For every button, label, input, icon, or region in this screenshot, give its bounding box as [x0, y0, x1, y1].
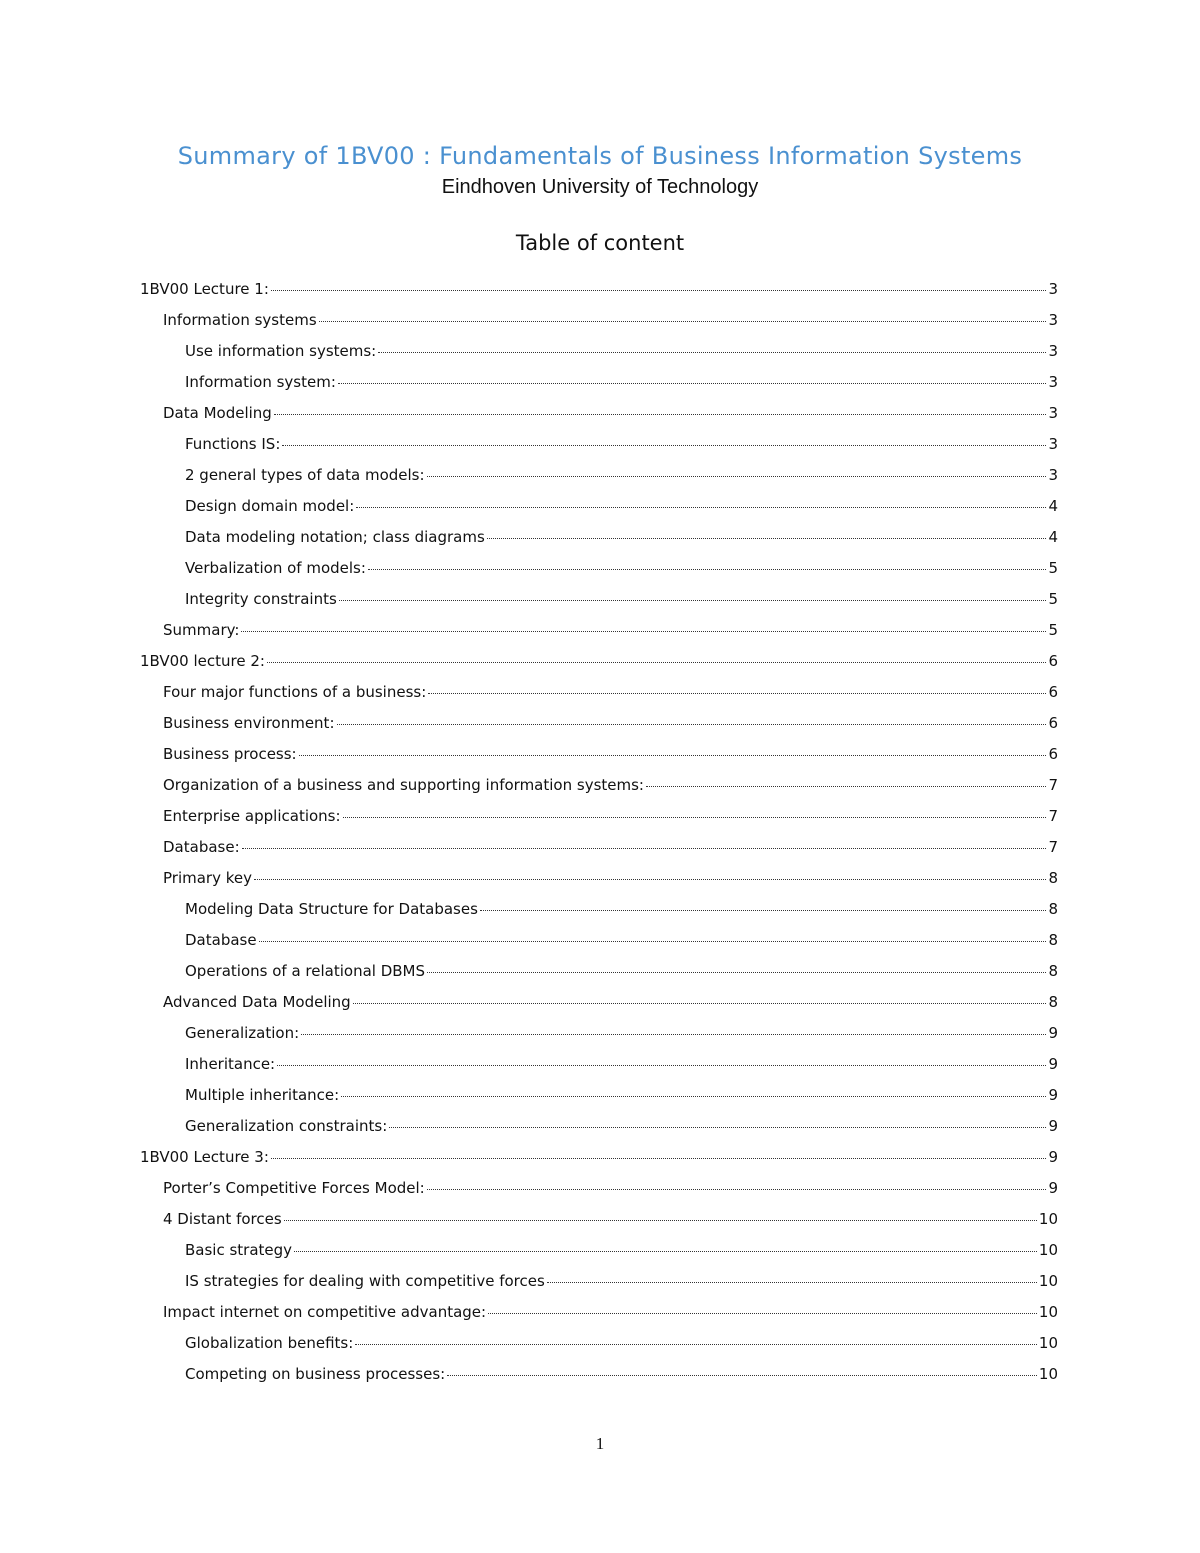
toc-entry-title: Competing on business processes:: [185, 1365, 446, 1383]
toc-entry[interactable]: [140, 776, 1058, 807]
toc-entry[interactable]: [140, 807, 1058, 838]
toc-entry[interactable]: [140, 1210, 1058, 1241]
toc-entry[interactable]: [140, 1024, 1058, 1055]
toc-dot-leader: [368, 568, 1047, 570]
toc-entry-page: 9: [1048, 1024, 1058, 1042]
toc-entry-title: Globalization benefits:: [185, 1334, 354, 1352]
toc-entry[interactable]: [140, 373, 1058, 404]
toc-entry[interactable]: [140, 466, 1058, 497]
toc-entry-title: Organization of a business and supporting information systems:: [163, 776, 644, 794]
toc-entry-title: Generalization constraints:: [185, 1117, 388, 1135]
toc-entry-title: Operations of a relational DBMS: [185, 962, 426, 980]
toc-entry-title: Verbalization of models:: [185, 559, 366, 577]
toc-entry[interactable]: [140, 1272, 1058, 1303]
toc-entry[interactable]: [140, 683, 1058, 714]
toc-entry[interactable]: [140, 311, 1058, 342]
toc-entry[interactable]: [140, 404, 1058, 435]
toc-entry-title: Advanced Data Modeling: [163, 993, 351, 1011]
table-of-contents: [140, 280, 1058, 1396]
toc-entry-page: 9: [1048, 1086, 1058, 1104]
toc-entry-title: Use information systems:: [185, 342, 377, 360]
toc-entry[interactable]: [140, 1117, 1058, 1148]
toc-entry[interactable]: [140, 435, 1058, 466]
toc-dot-leader: [294, 1250, 1037, 1252]
toc-entry-page: 8: [1048, 900, 1058, 918]
document-subtitle: Eindhoven University of Technology: [441, 176, 759, 198]
toc-entry-page: 8: [1048, 931, 1058, 949]
toc-entry[interactable]: [140, 652, 1058, 683]
toc-dot-leader: [547, 1281, 1037, 1283]
toc-entry-page: 7: [1048, 807, 1058, 825]
toc-entry[interactable]: [140, 1241, 1058, 1272]
toc-dot-leader: [428, 692, 1046, 694]
toc-entry-title: Multiple inheritance:: [185, 1086, 340, 1104]
toc-entry-title: 1BV00 Lecture 3:: [140, 1148, 269, 1166]
toc-entry[interactable]: [140, 962, 1058, 993]
toc-dot-leader: [338, 382, 1047, 384]
toc-entry-title: Database: [185, 931, 257, 949]
toc-dot-leader: [277, 1064, 1046, 1066]
toc-entry-title: Summary:: [163, 621, 240, 639]
toc-entry-title: Basic strategy: [185, 1241, 293, 1259]
toc-entry[interactable]: [140, 745, 1058, 776]
toc-entry-page: 3: [1048, 466, 1058, 484]
toc-entry[interactable]: [140, 1334, 1058, 1365]
toc-entry-page: 5: [1048, 621, 1058, 639]
toc-entry-page: 8: [1048, 869, 1058, 887]
toc-entry[interactable]: [140, 590, 1058, 621]
toc-entry[interactable]: [140, 931, 1058, 962]
document-title: Summary of 1BV00 : Fundamentals of Business Information Systems: [177, 142, 1023, 170]
toc-entry-title: Information systems: [163, 311, 317, 329]
toc-entry-page: 4: [1048, 528, 1058, 546]
toc-entry-page: 4: [1048, 497, 1058, 515]
toc-entry[interactable]: [140, 280, 1058, 311]
toc-dot-leader: [487, 537, 1047, 539]
toc-entry-title: Enterprise applications:: [163, 807, 341, 825]
toc-entry-title: 1BV00 Lecture 1:: [140, 280, 269, 298]
toc-entry-page: 3: [1048, 404, 1058, 422]
toc-entry[interactable]: [140, 559, 1058, 590]
toc-entry-title: 4 Distant forces: [163, 1210, 282, 1228]
toc-entry-title: Four major functions of a business:: [163, 683, 427, 701]
toc-dot-leader: [343, 816, 1047, 818]
toc-dot-leader: [427, 475, 1047, 477]
toc-entry[interactable]: [140, 497, 1058, 528]
toc-entry-page: 7: [1048, 776, 1058, 794]
toc-entry-page: 8: [1048, 993, 1058, 1011]
toc-entry[interactable]: [140, 1303, 1058, 1334]
toc-entry[interactable]: [140, 900, 1058, 931]
toc-entry[interactable]: [140, 342, 1058, 373]
toc-dot-leader: [355, 1343, 1037, 1345]
toc-dot-leader: [299, 754, 1047, 756]
toc-entry-title: Design domain model:: [185, 497, 355, 515]
toc-entry-page: 6: [1048, 714, 1058, 732]
toc-dot-leader: [284, 1219, 1037, 1221]
toc-dot-leader: [389, 1126, 1046, 1128]
toc-entry[interactable]: [140, 1365, 1058, 1396]
toc-entry-page: 3: [1048, 280, 1058, 298]
toc-dot-leader: [337, 723, 1047, 725]
toc-dot-leader: [427, 971, 1046, 973]
toc-entry[interactable]: [140, 714, 1058, 745]
toc-entry-page: 3: [1048, 373, 1058, 391]
toc-dot-leader: [259, 940, 1047, 942]
toc-dot-leader: [254, 878, 1046, 880]
toc-entry[interactable]: [140, 838, 1058, 869]
toc-entry[interactable]: [140, 869, 1058, 900]
toc-dot-leader: [301, 1033, 1046, 1035]
toc-entry-title: Data Modeling: [163, 404, 272, 422]
toc-dot-leader: [341, 1095, 1046, 1097]
toc-entry-page: 8: [1048, 962, 1058, 980]
toc-entry-page: 9: [1048, 1179, 1058, 1197]
toc-entry[interactable]: [140, 1148, 1058, 1179]
toc-entry[interactable]: [140, 993, 1058, 1024]
toc-entry-title: Generalization:: [185, 1024, 300, 1042]
toc-entry-page: 10: [1038, 1365, 1058, 1383]
toc-dot-leader: [427, 1188, 1047, 1190]
toc-entry[interactable]: [140, 1179, 1058, 1210]
toc-entry-page: 7: [1048, 838, 1058, 856]
toc-dot-leader: [353, 1002, 1047, 1004]
toc-dot-leader: [267, 661, 1047, 663]
toc-dot-leader: [378, 351, 1046, 353]
toc-entry-page: 9: [1048, 1055, 1058, 1073]
toc-dot-leader: [480, 909, 1047, 911]
toc-entry-page: 10: [1038, 1272, 1058, 1290]
toc-entry-title: 2 general types of data models:: [185, 466, 425, 484]
toc-dot-leader: [339, 599, 1047, 601]
toc-entry-title: Modeling Data Structure for Databases: [185, 900, 478, 918]
toc-entry[interactable]: [140, 1086, 1058, 1117]
toc-entry-page: 3: [1048, 311, 1058, 329]
toc-entry-title: Database:: [163, 838, 240, 856]
toc-dot-leader: [319, 320, 1047, 322]
toc-dot-leader: [356, 506, 1046, 508]
toc-heading: Table of content: [515, 231, 685, 255]
toc-entry-title: IS strategies for dealing with competitive forces: [185, 1272, 545, 1290]
toc-entry-title: Inheritance:: [185, 1055, 276, 1073]
toc-entry-page: 10: [1038, 1241, 1058, 1259]
toc-entry-title: 1BV00 lecture 2:: [140, 652, 265, 670]
toc-entry-page: 9: [1048, 1148, 1058, 1166]
toc-entry-page: 10: [1038, 1210, 1058, 1228]
toc-entry-page: 3: [1048, 342, 1058, 360]
page-number: 1: [595, 1434, 605, 1453]
toc-dot-leader: [646, 785, 1046, 787]
toc-dot-leader: [447, 1374, 1037, 1376]
toc-entry-page: 10: [1038, 1334, 1058, 1352]
toc-entry[interactable]: [140, 1055, 1058, 1086]
toc-entry-title: Impact internet on competitive advantage:: [163, 1303, 487, 1321]
toc-dot-leader: [274, 413, 1047, 415]
toc-entry-title: Data modeling notation; class diagrams: [185, 528, 485, 546]
toc-dot-leader: [241, 630, 1046, 632]
toc-entry-page: 6: [1048, 683, 1058, 701]
toc-dot-leader: [271, 289, 1047, 291]
toc-dot-leader: [242, 847, 1047, 849]
toc-entry-title: Primary key: [163, 869, 252, 887]
toc-dot-leader: [271, 1157, 1047, 1159]
toc-entry-page: 6: [1048, 745, 1058, 763]
toc-entry-title: Information system:: [185, 373, 336, 391]
toc-entry-page: 5: [1048, 590, 1058, 608]
toc-entry-title: Business process:: [163, 745, 297, 763]
toc-entry-title: Functions IS:: [185, 435, 281, 453]
toc-entry-page: 9: [1048, 1117, 1058, 1135]
toc-entry-page: 5: [1048, 559, 1058, 577]
toc-dot-leader: [488, 1312, 1037, 1314]
toc-entry-page: 10: [1038, 1303, 1058, 1321]
toc-entry[interactable]: [140, 528, 1058, 559]
toc-entry[interactable]: [140, 621, 1058, 652]
toc-entry-title: Integrity constraints: [185, 590, 337, 608]
toc-dot-leader: [282, 444, 1046, 446]
toc-entry-page: 6: [1048, 652, 1058, 670]
toc-entry-page: 3: [1048, 435, 1058, 453]
toc-entry-title: Business environment:: [163, 714, 335, 732]
toc-entry-title: Porter’s Competitive Forces Model:: [163, 1179, 425, 1197]
